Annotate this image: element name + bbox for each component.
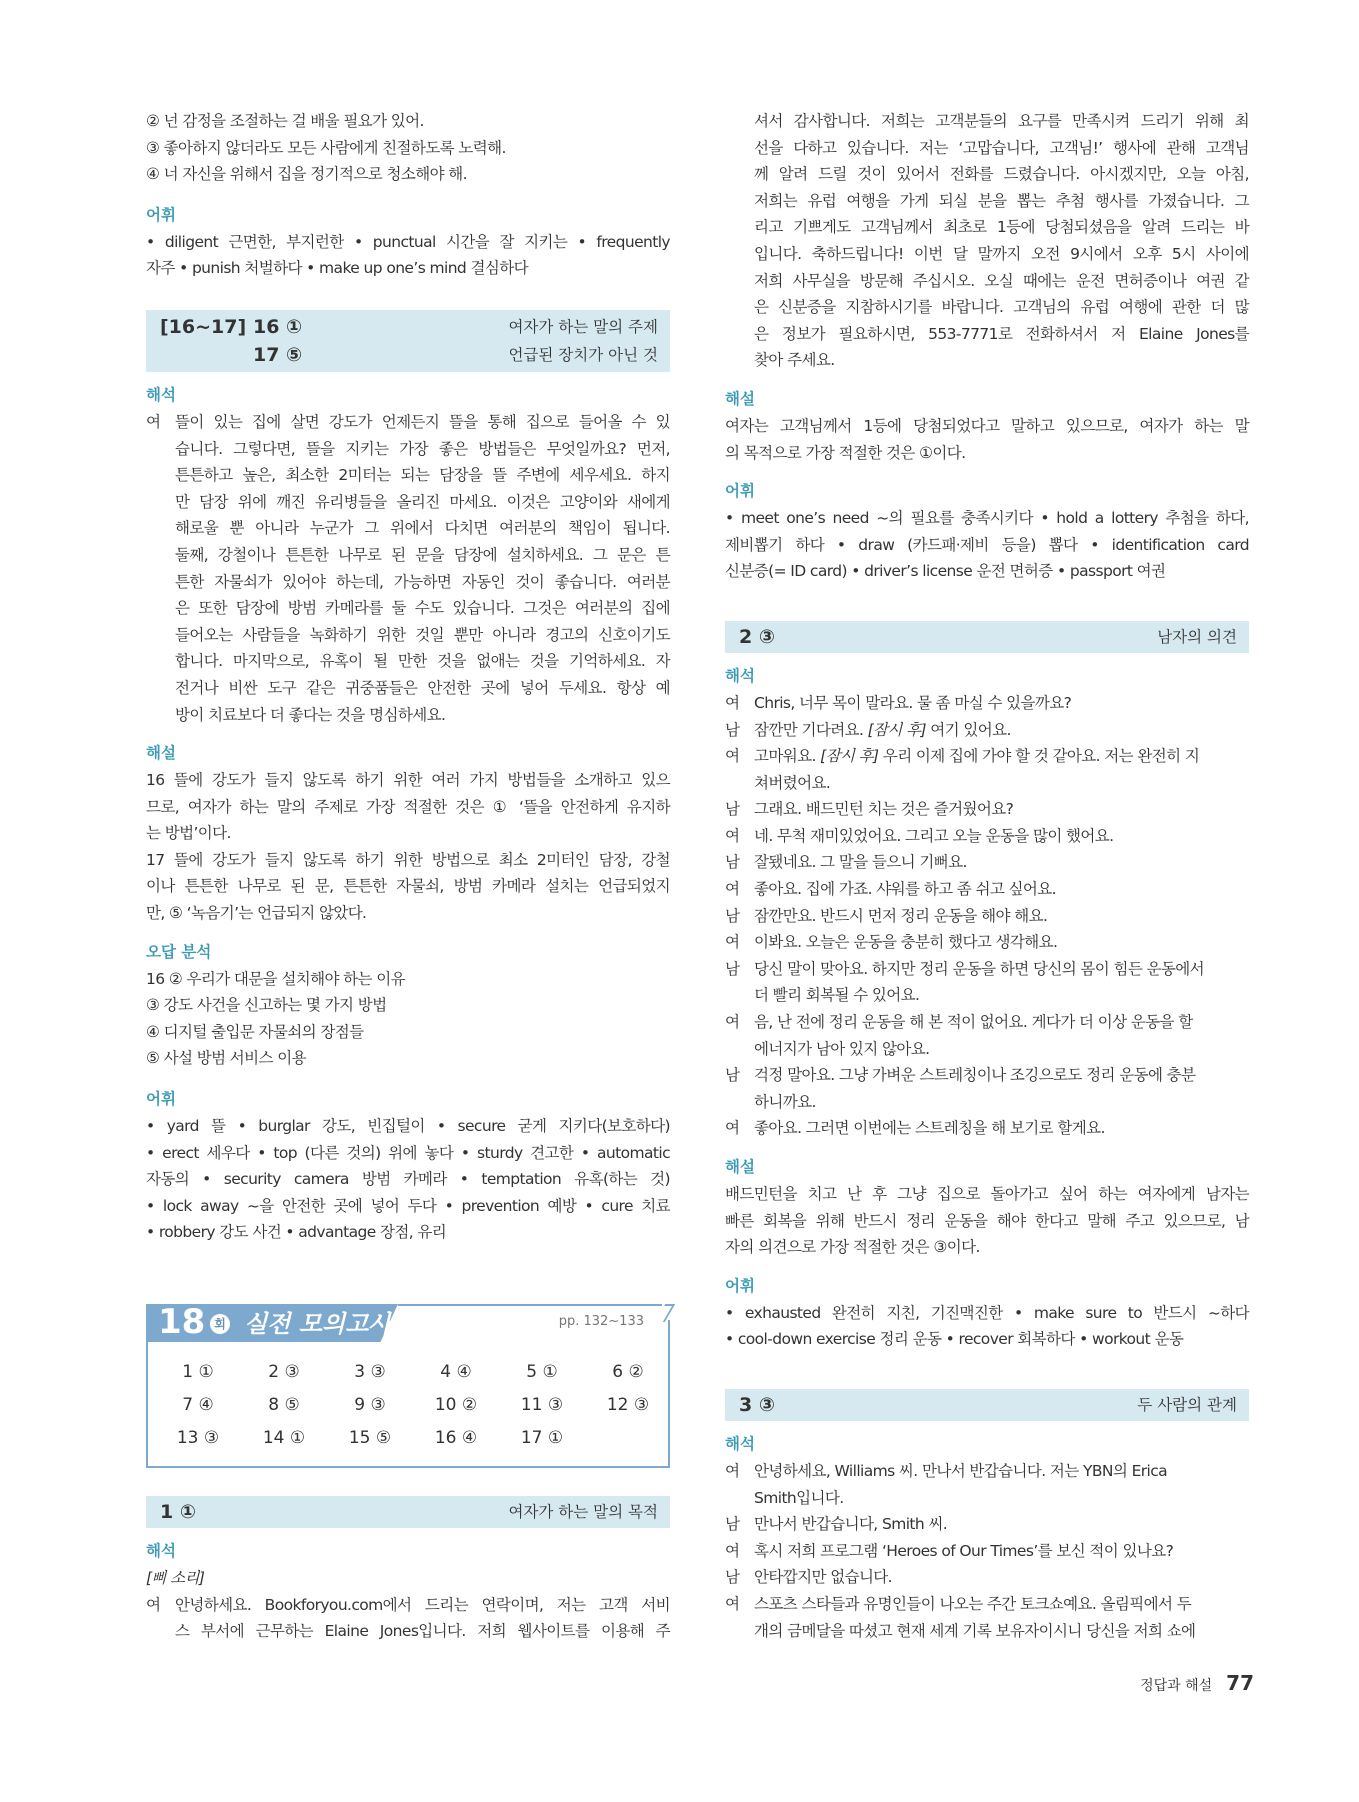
mock-test-number: 18 (158, 1302, 206, 1342)
translation-line: 리고 기쁘게도 고객님께서 최초로 1등에 당첨되셨음을 알려 드리는 바 (754, 218, 1249, 237)
wrong-answer-line: ④ 디지털 출입문 자물쇠의 장점들 (146, 1022, 364, 1041)
answer-17: 17 ⑤ (253, 343, 303, 366)
explanation-line: 므로, 여자가 하는 말의 주제로 가장 적절한 것은 ① ‘뜰을 안전하게 유지하 (146, 797, 670, 816)
question-header-3 (725, 1389, 1249, 1421)
dialogue-text: 고마워요. [잠시 후] 우리 이제 집에 가야 할 것 같아요. 저는 완전히 지 (754, 747, 1200, 766)
speaker-tag: 여 (725, 747, 740, 766)
speaker-tag: 남 (725, 906, 740, 925)
translation-line: 은 신분증을 지참하시기를 바랍니다. 고객님의 유럽 여행에 관한 더 많 (754, 298, 1249, 317)
speaker-tag: 여 (725, 826, 740, 845)
answer-item: 17 ① (520, 1428, 564, 1448)
answer-item: 3 ③ (354, 1362, 386, 1382)
speaker-tag: 남 (725, 853, 740, 872)
explanation-line: 여자는 고객님께서 1등에 당첨되었다고 말하고 있으므로, 여자가 하는 말 (725, 416, 1249, 435)
answer-item: 4 ④ (440, 1362, 472, 1382)
left-column (146, 108, 670, 1645)
speaker-tag: 여 (146, 1595, 161, 1614)
question-number: 2 ③ (739, 625, 775, 648)
translation-label: 해석 (146, 1542, 176, 1560)
dialogue-text: 만나서 반갑습니다, Smith 씨. (754, 1515, 948, 1534)
answer-item: 15 ⑤ (348, 1428, 392, 1448)
vocab-line: • meet one’s need ~의 필요를 충족시키다 • hold a lottery 추첨을 하다, (725, 509, 1249, 528)
speaker-tag: 여 (725, 1013, 740, 1032)
translation-line: 께 알려 드릴 것이 있어서 전화를 드렸습니다. 아시겠지만, 오늘 아침, (754, 165, 1249, 184)
explanation-line: 이나 튼튼한 나무로 된 문, 튼튼한 자물쇠, 방범 카메라 설치는 언급되었지 (146, 877, 670, 896)
vocab-line: • lock away ~을 안전한 곳에 넣어 두다 • prevention 예방 • cure 치료 (146, 1196, 670, 1215)
translation-line: 선을 다하고 있습니다. 저는 ‘고맙습니다, 고객님!’ 행사에 관해 고객님 (754, 138, 1249, 157)
dialogue-block (725, 1458, 1249, 1644)
answer-item: 11 ③ (520, 1395, 564, 1415)
speaker-tag: 남 (725, 959, 740, 978)
question-number: 1 ① (160, 1501, 196, 1523)
translation-line: 튼튼하고 높은, 최소한 2미터는 되는 담장을 뜰 주변에 세우세요. 하지 (175, 466, 670, 485)
speaker-tag: 남 (725, 1515, 740, 1534)
dialogue-text: 좋아요. 그러면 이번에는 스트레칭을 해 보기로 할게요. (754, 1119, 1105, 1138)
question-topic: 남자의 의견 (1157, 627, 1237, 646)
translation-line: 찾아 주세요. (754, 351, 835, 370)
vocab-line: 자동의 • security camera 방범 카메라 • temptation 유혹(하는 것) (146, 1170, 670, 1189)
translation-line: 해로울 뿐 아니라 누군가 그 위에서 다치면 여러분의 책임이 됩니다. (175, 519, 670, 538)
dialogue-text: 개의 금메달을 따셨고 현재 세계 기록 보유자이시니 당신을 저희 쇼에 (754, 1621, 1196, 1640)
speaker-tag: 남 (725, 800, 740, 819)
answer-item: 8 ⑤ (268, 1395, 300, 1415)
vocab-label: 어휘 (146, 205, 176, 224)
translation-line: 안녕하세요. Bookforyou.com에서 드리는 연락이며, 저는 고객 서비 (175, 1595, 670, 1614)
vocab-label: 어휘 (725, 1276, 755, 1295)
vocab-line: • diligent 근면한, 부지런한 • punctual 시간을 잘 지키는 • frequently (146, 232, 670, 251)
dialogue-text: 잘됐네요. 그 말을 들으니 기뻐요. (754, 853, 967, 872)
speaker-tag: 여 (725, 1119, 740, 1138)
sound-cue (146, 1565, 670, 1592)
speaker-tag: 여 (725, 1461, 740, 1480)
translation-line: 방이 치료보다 더 좋다는 것을 명심하세요. (175, 705, 446, 724)
dialogue-text: 네. 무척 재미있었어요. 그리고 오늘 운동을 많이 했어요. (754, 826, 1114, 845)
dialogue-text: Chris, 너무 목이 말라요. 물 좀 마실 수 있을까요? (754, 693, 1072, 712)
answer-item: 5 ① (526, 1362, 558, 1382)
translation-block (146, 1592, 670, 1645)
vocab-label: 어휘 (725, 482, 755, 501)
explanation-line: 배드민턴을 치고 난 후 그냥 집으로 돌아가고 싶어 하는 여자에게 남자는 (725, 1185, 1249, 1203)
answer-item: 9 ③ (354, 1395, 386, 1415)
explanation-line: 자의 의견으로 가장 적절한 것은 ③이다. (725, 1238, 980, 1257)
answer-item: 2 ③ (268, 1362, 300, 1382)
vocab-label: 어휘 (146, 1090, 176, 1109)
mock-test-title: 실전 모의고사 (244, 1310, 392, 1338)
answer-16: 16 ① (253, 315, 303, 338)
explanation-label: 해설 (146, 744, 176, 763)
vocab-line: 자주 • punish 처벌하다 • make up one’s mind 결심하다 (146, 259, 528, 278)
wrong-answer-line: ⑤ 사설 방범 서비스 이용 (146, 1049, 306, 1068)
right-column (725, 108, 1249, 1644)
translation-label: 해석 (725, 1434, 755, 1453)
dialogue-text: 좋아요. 집에 가죠. 샤워를 하고 좀 쉬고 싶어요. (754, 880, 1056, 899)
vocab-line: • robbery 강도 사건 • advantage 장점, 유리 (146, 1223, 447, 1242)
speaker-tag: 여 (725, 1594, 740, 1613)
translation-label: 해석 (146, 385, 176, 404)
topic-16: 여자가 하는 말의 주제 (508, 317, 658, 336)
speaker-tag: 여 (725, 1541, 740, 1560)
dialogue-text: 안녕하세요, Williams 씨. 만나서 반갑습니다. 저는 YBN의 Erica (754, 1461, 1168, 1480)
sound-cue-text: [삐 소리] (146, 1569, 205, 1587)
wrong-answer-label: 오답 분석 (146, 942, 212, 961)
translation-line: 전거나 비싼 도구 같은 귀중품들은 안전한 곳에 넣어 두세요. 항상 예 (175, 678, 670, 697)
dialogue-text: 잠깐만요. 반드시 먼저 정리 운동을 해야 해요. (754, 906, 1048, 925)
wrong-answer-line: 16 ② 우리가 대문을 설치해야 하는 이유 (146, 969, 406, 988)
translation-line: 입니다. 축하드립니다! 이번 달 말까지 오전 9시에서 오후 5시 사이에 (754, 244, 1249, 263)
translation-line: 뜰이 있는 집에 살면 강도가 언제든지 뜰을 통해 집으로 들어올 수 있 (175, 412, 670, 431)
dialogue-text: 그래요. 배드민턴 치는 것은 즐거웠어요? (754, 800, 1014, 819)
translation-line: 튼한 자물쇠가 있어야 하는데, 가능하면 자동인 것이 좋습니다. 여러분 (175, 572, 670, 591)
translation-line: 은 또한 담장에 방범 카메라를 둘 수도 있습니다. 그것은 여러분의 집에 (175, 599, 670, 618)
dialogue-text: 하니까요. (754, 1092, 816, 1111)
vocab-line: • exhausted 완전히 지친, 기진맥진한 • make sure to 반드시 ~하다 (725, 1303, 1249, 1322)
question-header-1 (146, 1496, 670, 1528)
question-header-2 (725, 621, 1249, 653)
translation-line: 만 담장 위에 깨진 유리병들을 올리진 마세요. 이것은 고양이와 새에게 (175, 492, 670, 511)
translation-line: 은 정보가 필요하시면, 553-7771로 전화하셔서 저 Elaine Jones를 (754, 324, 1249, 343)
option-line: ② 넌 감정을 조절하는 걸 배울 필요가 있어. (146, 112, 424, 130)
dialogue-text: 잠깐만 기다려요. [잠시 후] 여기 있어요. (754, 720, 1011, 739)
translation-line: 셔서 감사합니다. 저희는 고객분들의 요구를 만족시켜 드리기 위해 최 (754, 112, 1249, 130)
question-range: [16~17] (160, 315, 247, 338)
explanation-line: 는 방법’이다. (146, 824, 231, 843)
speaker-tag: 남 (725, 1568, 740, 1587)
speaker-tag: 여 (146, 412, 161, 431)
translation-line: 습니다. 그렇다면, 뜰을 지키는 가장 좋은 방법들은 무엇일까요? 먼저, (175, 439, 670, 458)
translation-line: 들어오는 사람들을 녹화하기 위한 것일 뿐만 아니라 경고의 신호이기도 (175, 625, 670, 644)
answer-item: 6 ② (612, 1362, 644, 1382)
vocab-line: • erect 세우다 • top (다른 것의) 위에 놓다 • sturdy 견고한 • automatic (146, 1143, 670, 1162)
translation-line: 둘째, 강철이나 튼튼한 나무로 된 문을 담장에 설치하세요. 그 문은 튼 (175, 545, 670, 564)
explanation-line: 의 목적으로 가장 적절한 것은 ①이다. (725, 443, 966, 462)
speaker-tag: 여 (725, 933, 740, 952)
box-right-border (668, 1320, 670, 1466)
translation-line: 합니다. 마지막으로, 유혹이 될 만한 것을 없애는 것을 기억하세요. 자 (175, 652, 670, 671)
translation-line: 저희는 유럽 여행을 가게 되실 분을 뽑는 추첨 행사를 가졌습니다. 그 (754, 191, 1249, 210)
answer-item: 16 ④ (434, 1428, 478, 1448)
dialogue-text: 쳐버렸어요. (754, 773, 831, 792)
answer-item: 1 ① (182, 1362, 214, 1382)
option-line: ④ 너 자신을 위해서 집을 정기적으로 청소해야 해. (146, 165, 468, 184)
mock-test-hoe: 회 (210, 1314, 230, 1334)
answer-item: 10 ② (434, 1395, 478, 1415)
dialogue-text: 스포츠 스타들과 유명인들이 나오는 주간 토크쇼예요. 올림픽에서 두 (754, 1594, 1192, 1613)
translation-block (146, 409, 670, 728)
explanation-line: 만, ⑤ ‘녹음기’는 언급되지 않았다. (146, 904, 367, 923)
dialogue-text: Smith입니다. (754, 1488, 844, 1507)
mock-test-pages: pp. 132~133 (558, 1314, 644, 1329)
translation-label: 해석 (725, 666, 755, 685)
explanation-label: 해설 (725, 389, 755, 408)
speaker-tag: 여 (725, 693, 740, 712)
vocab-line: • cool-down exercise 정리 운동 • recover 회복하다 • workout 운동 (725, 1330, 1184, 1349)
translation-line: 저희 사무실을 방문해 주십시오. 오실 때에는 운전 면허증이나 여권 같 (754, 271, 1249, 290)
question-topic: 두 사람의 관계 (1137, 1395, 1237, 1414)
mock-test-answer-box (146, 1304, 670, 1468)
dialogue-text: 에너지가 남아 있지 않아요. (754, 1039, 930, 1058)
dialogue-text: 더 빨리 회복될 수 있어요. (754, 986, 920, 1005)
vocab-line: • yard 뜰 • burglar 강도, 빈집털이 • secure 굳게 지키다(보호하다) (146, 1117, 670, 1136)
dialogue-text: 음, 난 전에 정리 운동을 해 본 적이 없어요. 게다가 더 이상 운동을 할 (754, 1013, 1193, 1032)
box-corner (655, 1304, 675, 1322)
speaker-tag: 남 (725, 720, 740, 739)
page-footer (1140, 1671, 1254, 1695)
dialogue-text: 당신 말이 맞아요. 하지만 정리 운동을 하면 당신의 몸이 힘든 운동에서 (754, 959, 1205, 978)
dialogue-text: 안타깝지만 없습니다. (754, 1568, 893, 1587)
explanation-line: 17 뜰에 강도가 들지 않도록 하기 위한 방법으로 최소 2미터인 담장, 강철 (146, 850, 670, 869)
speaker-tag: 남 (725, 1066, 740, 1085)
answer-item: 7 ④ (182, 1395, 214, 1415)
translation-line: 스 부서에 근무하는 Elaine Jones입니다. 저희 웹사이트를 이용해 주 (175, 1622, 670, 1641)
dialogue-text: 이봐요. 오늘은 운동을 충분히 했다고 생각해요. (754, 933, 1058, 952)
speaker-tag: 여 (725, 880, 740, 899)
topic-17: 언급된 장치가 아닌 것 (508, 345, 658, 364)
explanation-line: 16 뜰에 강도가 들지 않도록 하기 위한 여러 가지 방법들을 소개하고 있으 (146, 771, 670, 790)
question-number: 3 ③ (739, 1393, 775, 1416)
answer-item: 14 ① (262, 1428, 306, 1448)
footer-label: 정답과 해설 (1140, 1678, 1213, 1694)
page-number: 77 (1226, 1671, 1254, 1695)
question-header-16-17 (146, 310, 670, 372)
explanation-label: 해설 (725, 1158, 755, 1176)
answer-item: 12 ③ (606, 1395, 650, 1415)
vocab-line: 제비뽑기 하다 • draw (카드패·제비 등을) 뽑다 • identification card (725, 535, 1249, 554)
dialogue-text: 걱정 말아요. 그냥 가벼운 스트레칭이나 조깅으로도 정리 운동에 충분 (754, 1066, 1196, 1085)
answer-item: 13 ③ (176, 1428, 220, 1448)
wrong-answer-line: ③ 강도 사건을 신고하는 몇 가지 방법 (146, 996, 387, 1015)
option-line: ③ 좋아하지 않더라도 모든 사람에게 친절하도록 노력해. (146, 138, 506, 157)
vocab-line: 신분증(= ID card) • driver’s license 운전 면허증 • passport 여권 (725, 562, 1166, 581)
question-topic: 여자가 하는 말의 목적 (508, 1503, 658, 1521)
box-top-border (398, 1304, 662, 1306)
dialogue-block (725, 690, 1249, 1142)
explanation-line: 빠른 회복을 위해 반드시 정리 운동을 해야 한다고 말해 주고 있으므로, 남 (725, 1211, 1249, 1230)
dialogue-text: 혹시 저희 프로그램 ‘Heroes of Our Times’를 보신 적이 있나요? (754, 1541, 1174, 1560)
